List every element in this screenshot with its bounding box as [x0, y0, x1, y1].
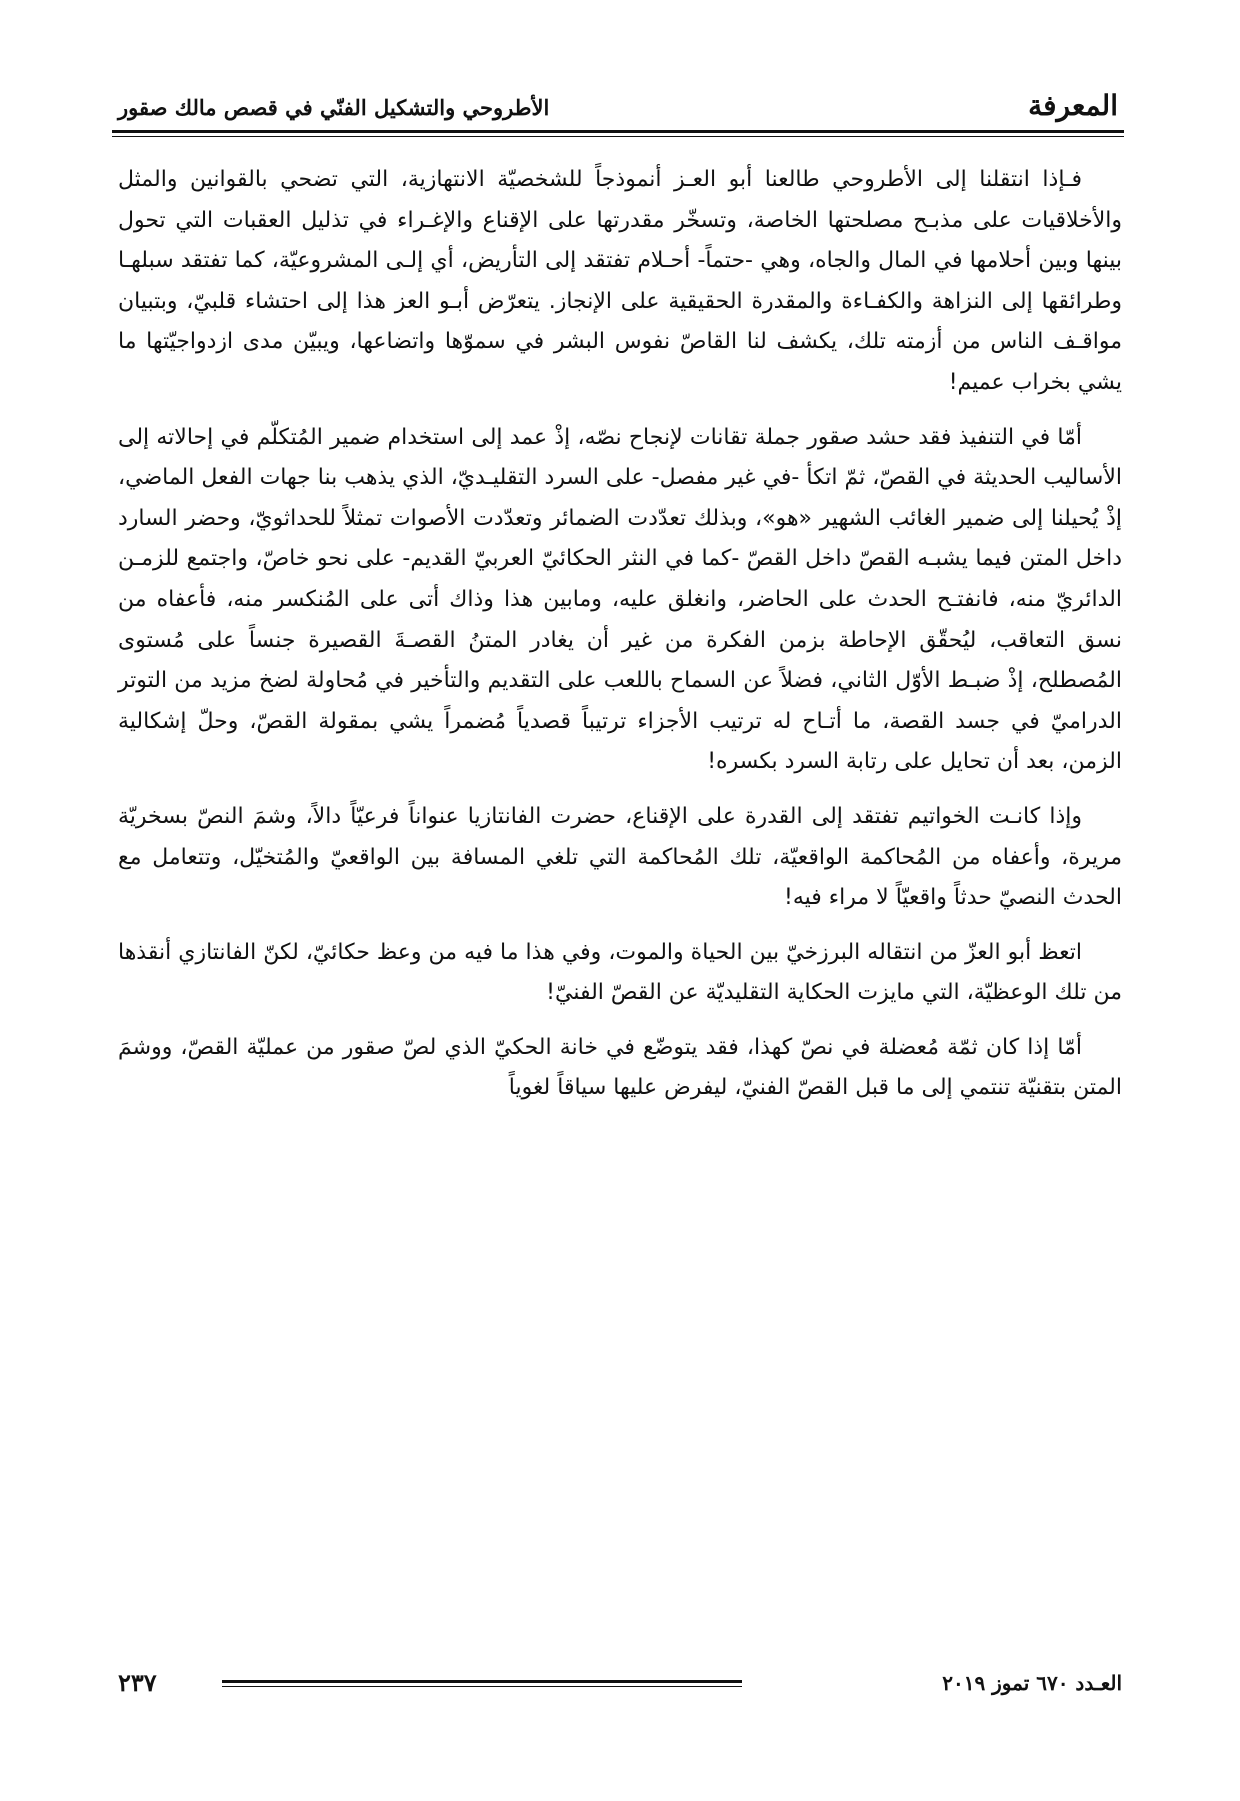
paragraph-4: اتعظ أبو العزّ من انتقاله البرزخيّ بين الحياة والموت، وفي هذا ما فيه من وعظ حكائيّ، لكنّ الفانتازي أنقذها من تلك الوعظيّة، التي مايزت الحكاية التقليديّة عن القصّ الفنيّ! — [118, 939, 1122, 1006]
header-rule — [112, 130, 1124, 133]
header-rule-thin — [112, 136, 1124, 137]
running-title: الأطروحي والتشكيل الفنّي في قصص مالك صقور — [118, 95, 550, 120]
footer-rule — [222, 1680, 742, 1683]
page-number: ٢٣٧ — [118, 1668, 157, 1697]
page-header — [118, 88, 1118, 130]
paragraph-3: وإذا كانـت الخواتيم تفتقد إلى القدرة على الإقناع، حضرت الفانتازيا عنواناً فرعيّاً دالاً، وشمَ النصّ بسخريّة مريرة، وأعفاه من المُحاكمة الواقعيّة، تلك المُحاكمة التي تلغي المسافة بين الواقعيّ والمُتخيّل، وتتعامل مع الحدث النصيّ حدثاً واقعيّاً لا مراء فيه! — [118, 803, 1122, 911]
paragraph-1: فـإذا انتقلنا إلى الأطروحي طالعنا أبو العـز أنموذجاً للشخصيّة الانتهازية، التي تضحي بالقوانين والمثل والأخلاقيات على مذبـح مصلحتها الخاصة، وتسخّر مقدرتها على الإقناع والإغـراء في تذليل العقبات التي تحول بينها وبين أحلامها في المال والجاه، وهي -حتماً- أحـلام تفتقد إلى التأريض، أي إلـى المشروعيّة، كما تفتقد سبلهـا وطرائقها إلى النزاهة والكفـاءة والمقدرة الحقيقية على الإنجاز. يتعرّض أبـو العز هذا إلى احتشاء قلبيّ، وبتبيان مواقـف الناس من أزمته تلك، يكشف لنا القاصّ نفوس البشر في سموّها واتضاعها، ويبيّن مدى ازدواجيّتها ما يشي بخراب عميم! — [118, 167, 1122, 395]
issue-info: العـدد ٦٧٠ تموز ٢٠١٩ — [942, 1671, 1122, 1695]
page-footer — [118, 1668, 1122, 1704]
paragraph-5: أمّا إذا كان ثمّة مُعضلة في نصّ كهذا، فقد يتوضّع في خانة الحكيّ الذي لصّ صقور من عمليّة القصّ، ووشمَ المتن بتقنيّة تنتمي إلى ما قبل القصّ الفنيّ، ليفرض عليها سياقاً لغوياً — [118, 1034, 1122, 1101]
footer-rule-thin — [222, 1686, 742, 1687]
article-body — [118, 160, 1122, 1123]
paragraph-2: أمّا في التنفيذ فقد حشد صقور جملة تقانات لإنجاح نصّه، إذْ عمد إلى استخدام ضمير المُتكلّم في إحالاته إلى الأساليب الحديثة في القصّ، ثمّ اتكأ -في غير مفصل- على السرد التقليـديّ، الذي يذهب بنا جهات الفعل الماضي، إذْ يُحيلنا إلى ضمير الغائب الشهير «هو»، وبذلك تعدّدت الضمائر وتعدّدت الأصوات تمثلاً للحداثويّ، وحضر السارد داخل المتن فيما يشبـه القصّ داخل القصّ -كما في النثر الحكائيّ العربيّ القديم- على نحو خاصّ، واجتمع للزمـن الدائريّ منه، فانفتـح الحدث على الحاضر، وانغلق عليه، ومابين هذا وذاك أتى على المُنكسر منه، فأعفاه من نسق التعاقب، ليُحقّق الإحاطة بزمن الفكرة من غير أن يغادر المتنُ القصـةَ القصيرة جنساً على مُستوى المُصطلح، إذْ ضبـط الأوّل الثاني، فضلاً عن السماح باللعب على التقديم والتأخير في مُحاولة لضخ مزيد من التوتر الدراميّ في جسد القصة، ما أتـاح له ترتيب الأجزاء ترتيباً قصدياً مُضمراً يشي بمقولة القصّ، وحلّ إشكالية الزمن، بعد أن تحايل على رتابة السرد بكسره! — [118, 424, 1122, 775]
journal-logo: المعرفة — [1028, 89, 1118, 122]
